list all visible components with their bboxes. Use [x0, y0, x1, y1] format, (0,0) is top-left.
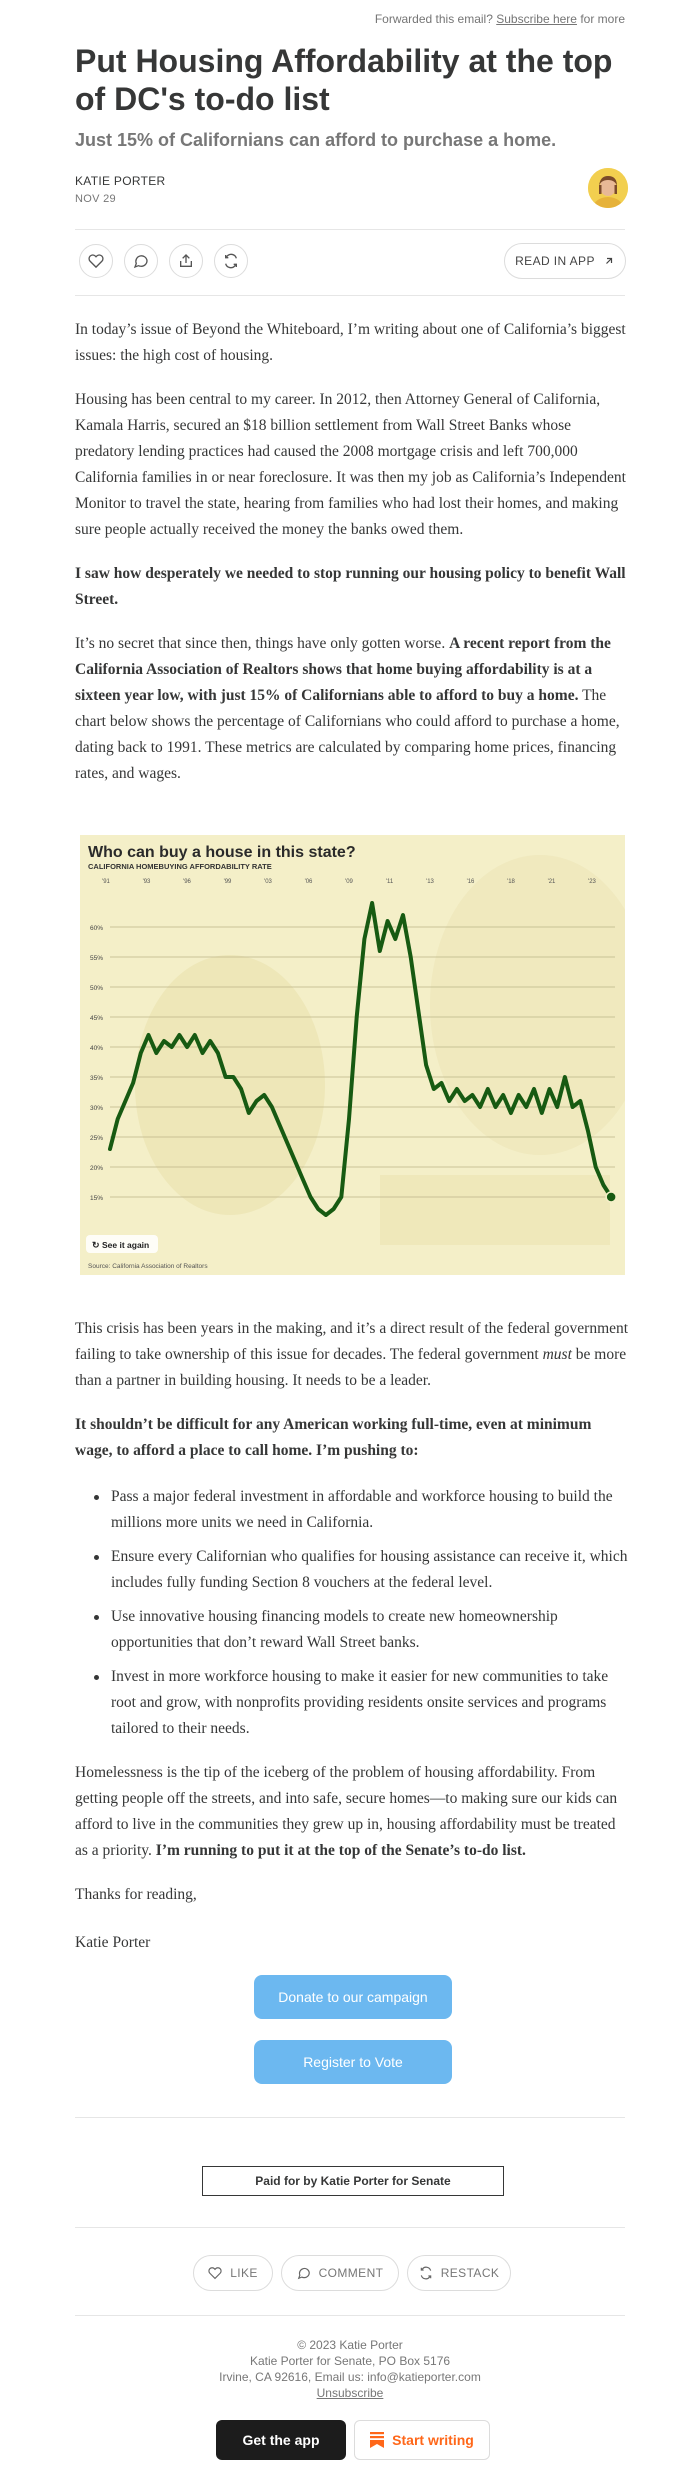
post-date: NOV 29	[75, 193, 116, 205]
comment-label: COMMENT	[318, 2266, 384, 2280]
restack-button[interactable]	[214, 244, 248, 278]
affordability-chart[interactable]	[80, 835, 625, 1275]
paragraph-career: Housing has been central to my career. In 2012, then Attorney General of California, Kamala Harris, secured an $18 billion settlement from Wall Street Banks whose predatory lending practices had caused the 2008 mortgage crisis and left 700,000 California families in or near foreclosure. It was then my job as California’s Independent Monitor to travel the state, hearing from families who had lost their homes, and making sure people actually received the money the banks owed them.	[75, 391, 626, 538]
footer-restack-button[interactable]	[407, 2255, 511, 2291]
x-tick-label: '99	[223, 879, 232, 885]
like-button[interactable]	[79, 244, 113, 278]
chart-source: Source: California Association of Realtors	[88, 1263, 208, 1270]
bill-portrait-shape	[135, 955, 325, 1215]
substack-icon	[370, 2432, 384, 2448]
divider	[75, 2117, 625, 2118]
y-tick-label: 25%	[90, 1135, 104, 1142]
donate-button[interactable]: Donate to our campaign	[254, 1975, 452, 2019]
footer-address-line1: Katie Porter for Senate, PO Box 5176	[249, 2354, 451, 2368]
y-tick-label: 45%	[90, 1015, 104, 1022]
paragraph-pushing	[75, 1412, 630, 1464]
emphasis-must: must	[542, 1346, 572, 1363]
subscribe-link[interactable]: Subscribe here	[496, 12, 577, 26]
paragraph-intro: In today’s issue of Beyond the Whiteboard, I’m writing about one of California’s biggest issues: the high cost of housing.	[75, 321, 626, 364]
x-tick-label: '21	[547, 879, 556, 885]
arrow-up-right-icon	[603, 255, 615, 267]
crisis-text-start: This crisis has been years in the making, and it’s a direct result of the federal government failing to take ownership of this issue for decades. The federal government	[75, 1320, 629, 1363]
restack-icon	[223, 253, 239, 269]
report-bold-text: A recent report from the California Association of Realtors shows that home buying affordability is at a sixteen year low, with just 15% of Californians able to afford to buy a home.	[75, 635, 611, 704]
divider	[75, 295, 625, 296]
footer-copyright: © 2023 Katie Porter	[297, 2338, 403, 2352]
divider	[75, 2227, 625, 2228]
see-it-again-button[interactable]	[86, 1235, 158, 1253]
x-tick-label: '03	[264, 879, 272, 885]
x-tick-label: '06	[304, 879, 313, 885]
see-it-again-label: See it again	[102, 1240, 150, 1250]
paragraph-report	[75, 631, 630, 787]
y-tick-label: 30%	[90, 1105, 104, 1112]
bill-corner-shape	[380, 1175, 610, 1245]
report-text-start: It’s no secret that since then, things have only gotten worse.	[75, 635, 446, 652]
signoff-name: Katie Porter	[75, 1934, 151, 1951]
list-item: Ensure every Californian who qualifies for housing assistance can receive it, which includes fully funding Section 8 vouchers at the federal level.	[111, 1544, 630, 1596]
heart-icon	[88, 253, 104, 269]
list-item: Invest in more workforce housing to make it easier for new communities to take root and grow, with nonprofits providing residents onsite services and programs tailored to their needs.	[111, 1664, 630, 1742]
forward-notice	[375, 12, 625, 26]
read-in-app-button[interactable]	[504, 243, 626, 279]
thanks-line: Thanks for reading,	[75, 1886, 197, 1903]
chart-title: Who can buy a house in this state?	[88, 844, 356, 861]
replay-icon: ↻	[92, 1240, 100, 1250]
x-tick-label: '23	[588, 879, 596, 885]
x-tick-label: '16	[466, 879, 475, 885]
chart-subtitle: CALIFORNIA HOMEBUYING AFFORDABILITY RATE	[88, 862, 272, 871]
y-tick-label: 15%	[90, 1195, 104, 1202]
paragraph-crisis	[75, 1316, 630, 1394]
forward-text: Forwarded this email?	[374, 12, 493, 26]
y-tick-label: 20%	[90, 1165, 104, 1172]
paid-for-disclaimer: Paid for by Katie Porter for Senate	[202, 2166, 504, 2196]
chart-end-point	[606, 1192, 616, 1202]
share-button[interactable]	[169, 244, 203, 278]
homelessness-text: Homelessness is the tip of the iceberg of the problem of housing affordability. From getting people off the streets, and into safe, secure homes—to making sure our kids can afford to live in the communities they grew up in, housing affordability must be treated as a priority.	[75, 1764, 618, 1859]
comment-icon	[133, 253, 149, 269]
register-to-vote-button[interactable]: Register to Vote	[254, 2040, 452, 2084]
x-tick-label: '96	[183, 879, 191, 885]
y-tick-label: 40%	[90, 1045, 104, 1052]
paragraph-wall-street	[75, 561, 630, 613]
share-icon	[178, 253, 194, 269]
y-tick-label: 35%	[90, 1075, 104, 1082]
x-tick-label: '13	[426, 879, 434, 885]
list-item: Use innovative housing financing models to create new homeownership opportunities that don’t reward Wall Street banks.	[111, 1604, 630, 1656]
divider	[75, 2315, 625, 2316]
x-tick-label: '11	[385, 879, 394, 885]
y-tick-label: 55%	[90, 955, 104, 962]
start-writing-button[interactable]	[354, 2420, 490, 2460]
footer-like-button[interactable]	[193, 2255, 273, 2291]
x-tick-label: '09	[345, 879, 353, 885]
post-title[interactable]: Put Housing Affordability at the top of DC's to-do list	[75, 43, 613, 117]
x-tick-label: '91	[102, 879, 110, 885]
homelessness-bold-text: I’m running to put it at the top of the Senate’s to-do list.	[155, 1842, 526, 1859]
restack-icon	[419, 2266, 433, 2280]
unsubscribe-link[interactable]: Unsubscribe	[316, 2386, 384, 2400]
author-avatar[interactable]	[588, 168, 628, 208]
pushing-bold-text: It shouldn’t be difficult for any American working full-time, even at minimum wage, to afford a place to call home. I’m pushing to:	[75, 1416, 592, 1459]
bold-text: I saw how desperately we needed to stop running our housing policy to benefit Wall Street.	[75, 565, 626, 608]
comment-button[interactable]	[124, 244, 158, 278]
footer-comment-button[interactable]	[281, 2255, 399, 2291]
chart-svg	[80, 835, 625, 1275]
crisis-text-end: be more than a partner in building housing. It needs to be a leader.	[75, 1346, 627, 1389]
forward-suffix: for more	[580, 12, 625, 26]
avatar-image	[588, 168, 628, 208]
heart-icon	[208, 2266, 222, 2280]
read-in-app-label: READ IN APP	[515, 254, 595, 268]
divider	[75, 229, 625, 230]
start-writing-label: Start writing	[392, 2432, 474, 2448]
post-subtitle: Just 15% of Californians can afford to purchase a home.	[75, 130, 557, 150]
author-name[interactable]: KATIE PORTER	[75, 174, 166, 188]
y-tick-label: 50%	[90, 985, 104, 992]
x-tick-label: '93	[142, 879, 151, 885]
like-label: LIKE	[230, 2266, 258, 2280]
x-tick-label: '18	[507, 879, 515, 885]
restack-label: RESTACK	[440, 2266, 500, 2280]
report-text-end: The chart below shows the percentage of Californians who could afford to purchase a home, dating back to 1991. These metrics are calculated by comparing home prices, financing rates, and wages.	[75, 687, 620, 782]
policy-list	[75, 1484, 630, 1750]
get-the-app-button[interactable]: Get the app	[216, 2420, 346, 2460]
paragraph-homelessness	[75, 1760, 630, 1864]
list-item: Pass a major federal investment in affordable and workforce housing to build the millions more units we need in California.	[111, 1484, 630, 1536]
y-tick-label: 60%	[90, 925, 104, 932]
footer-address-line2: Irvine, CA 92616, Email us: info@katieporter.com	[219, 2370, 481, 2384]
comment-icon	[297, 2266, 311, 2280]
